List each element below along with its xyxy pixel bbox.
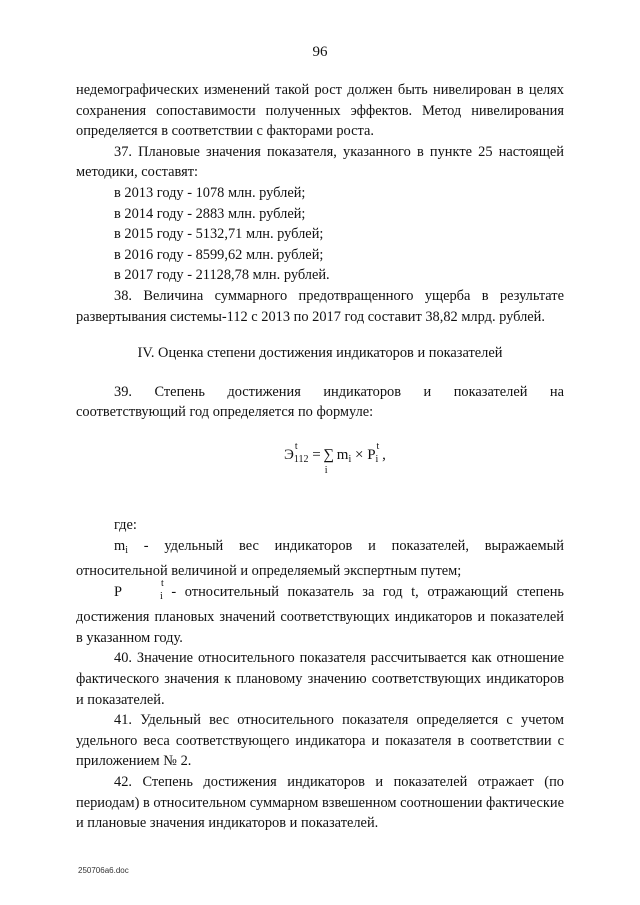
yearly-value-2014: в 2014 году - 2883 млн. рублей; xyxy=(114,205,306,222)
formula-sum-symbol: ∑ xyxy=(323,446,335,463)
document-body xyxy=(76,80,564,834)
formula-p-sup: t xyxy=(376,440,380,452)
definition-p-text: - относительный показатель за год t, отражающий степень достижения плановых значений соответствующих индикаторов и показателей в указанном году. xyxy=(76,583,564,646)
formula-lhs-sup: t xyxy=(294,440,298,452)
definition-m-text: - удельный вес индикаторов и показателей, выражаемый относительной величиной и определяемый экспертным путем; xyxy=(76,537,564,580)
page-number: 96 xyxy=(312,44,328,60)
formula-m-sub: i xyxy=(348,453,352,465)
formula-p-symbol: P xyxy=(367,446,376,463)
section-heading: IV. Оценка степени достижения индикаторов и показателей xyxy=(137,345,503,362)
definition-p-sub: i xyxy=(160,590,163,602)
formula-lhs-symbol: Э xyxy=(284,446,294,463)
formula-m-symbol: m xyxy=(336,446,349,463)
yearly-value-2015: в 2015 году - 5132,71 млн. рублей; xyxy=(114,226,324,243)
formula-tail: , xyxy=(382,446,386,463)
definition-p-symbol: P xyxy=(114,583,123,600)
yearly-value-2017: в 2017 году - 21128,78 млн. рублей. xyxy=(114,267,330,284)
paragraph-39: 39. Степень достижения индикаторов и показателей на соответствующий год определяется по формуле: xyxy=(76,383,564,421)
formula-equals: = xyxy=(312,446,321,463)
paragraph-continuation: недемографических изменений такой рост должен быть нивелирован в целях сохранения сопоставимости полученных эффектов. Метод нивелирования определяется в соответствии с факторами роста. xyxy=(76,82,564,140)
paragraph-40: 40. Значение относительного показателя рассчитывается как отношение фактического значения к плановому значению соответствующих индикаторов и показателей. xyxy=(76,650,564,708)
paragraph-42: 42. Степень достижения индикаторов и показателей отражает (по периодам) в относительном суммарном взвешенном соотношении фактические и плановые значения индикаторов и показателей. xyxy=(76,774,564,832)
definition-m-sub: i xyxy=(125,544,128,556)
paragraph-38: 38. Величина суммарного предотвращенного ущерба в результате развертывания системы-112 с 2013 по 2017 год составит 38,82 млрд. рублей. xyxy=(76,287,564,325)
formula-times: × xyxy=(354,446,364,463)
paragraph-41: 41. Удельный вес относительного показателя определяется с учетом удельного веса соответствующего индикатора и показателя в соответствии с приложением № 2. xyxy=(76,712,564,770)
formula-sum-index: i xyxy=(324,464,328,476)
footer-filename: 250706a6.doc xyxy=(78,866,129,875)
definition-p-sup: t xyxy=(161,577,164,589)
paragraph-37: 37. Плановые значения показателя, указанного в пункте 25 настоящей методики, составят: xyxy=(76,143,564,181)
formula xyxy=(76,441,564,481)
definition-p xyxy=(76,577,564,649)
formula-lhs-sub: 112 xyxy=(293,453,309,465)
yearly-value-2013: в 2013 году - 1078 млн. рублей; xyxy=(114,184,306,201)
yearly-value-2016: в 2016 году - 8599,62 млн. рублей; xyxy=(114,246,324,263)
definition-m-symbol: m xyxy=(114,537,126,554)
formula-p-sub: i xyxy=(375,453,379,465)
where-label: где: xyxy=(114,516,137,533)
